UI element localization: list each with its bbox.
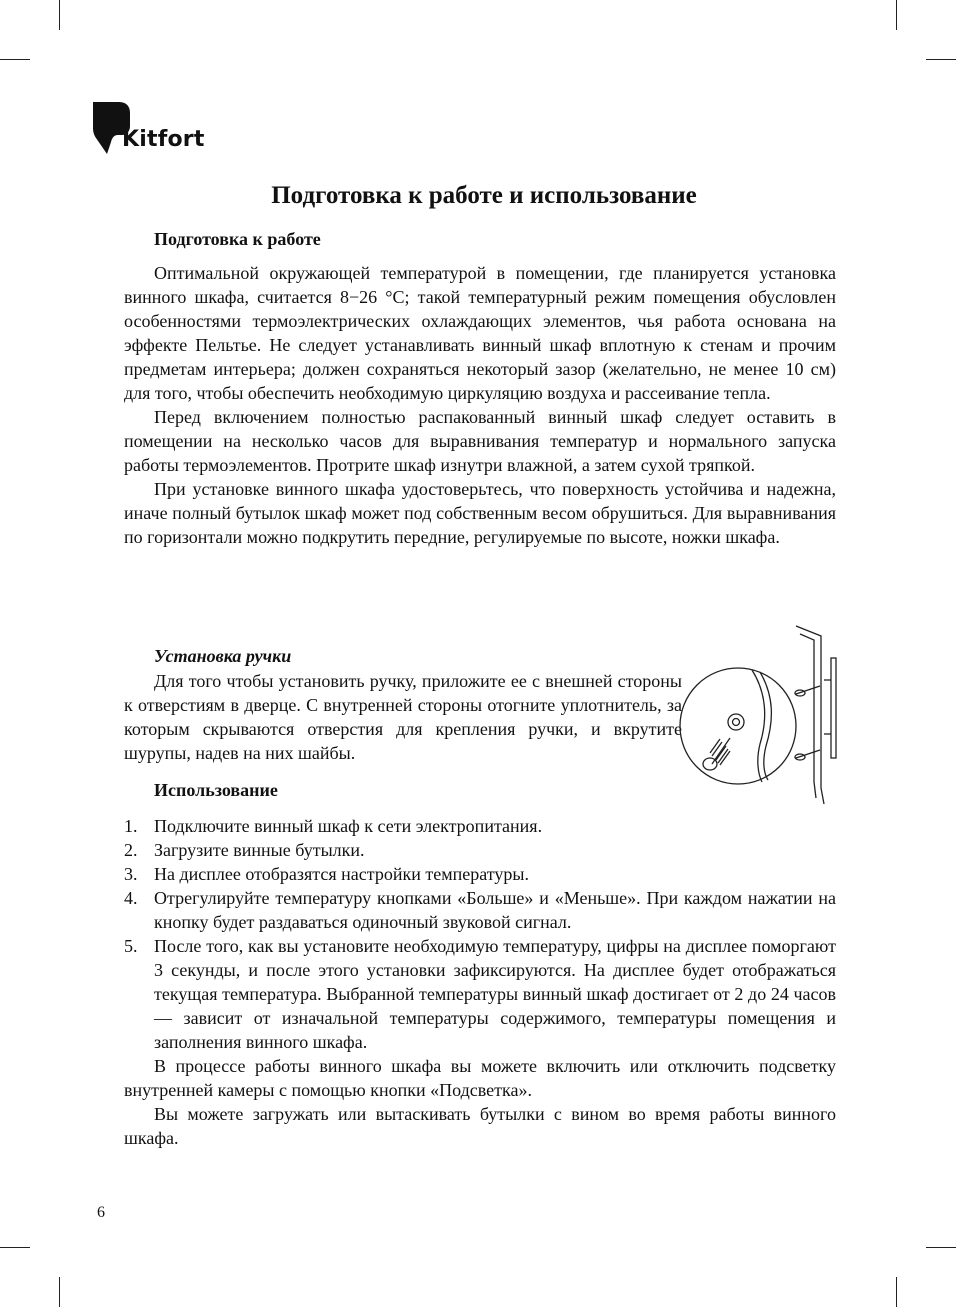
step-text: Подключите винный шкаф к сети электропитания. [154,816,543,836]
step-number: 2. [124,840,138,860]
paragraph: Оптимальной окружающей температурой в помещении, где планируется установка винного шкафа, считается 8−26 °С; такой температурный режим помещения обусловлен особенностями термоэлектрических охлаждающих элементов, чья работа основана на эффекте Пельтье. Не следует устанавливать винный шкаф вплотную к стенам и прочим предметам интерьера; должен сохраняться некоторый зазор (желательно, не менее 10 см) для того, чтобы обеспечить необходимую циркуляцию воздуха и рассеивание тепла. [124,263,836,403]
crop-mark [0,1247,30,1248]
list-item [124,838,836,862]
step-number: 3. [124,864,138,884]
page-number: 6 [97,1204,105,1221]
crop-mark [0,59,30,60]
page-title: Подготовка к работе и использование [271,182,697,209]
paragraph: Вы можете загружать или вытаскивать бутылки с вином во время работы винного шкафа. [124,1104,836,1148]
crop-mark [896,0,897,30]
paragraph: В процессе работы винного шкафа вы можете включить или отключить подсветку внутренней камеры с помощью кнопки «Подсветка». [124,1056,836,1100]
paragraph: Для того чтобы установить ручку, приложите ее с внешней стороны к отверстиям в дверце. С внутренней стороны отогните уплотнитель, за которым скрываются отверстия для крепления ручки, и вкрутите шурупы, надев на них шайбы. [124,671,682,763]
usage-heading: Использование [154,780,278,800]
step-text: Загрузите винные бутылки. [154,840,365,860]
crop-mark [59,0,60,30]
handle-text [124,669,682,765]
crop-mark [896,1277,897,1307]
brand-name: Kitfort [122,127,205,152]
preparation-text [124,261,836,549]
step-number: 5. [124,936,138,956]
crop-mark [926,59,956,60]
step-number: 1. [124,816,138,836]
crop-mark [926,1247,956,1248]
handle-heading: Установка ручки [154,646,292,666]
step-text: После того, как вы установите необходимую температуру, цифры на дисплее поморгают 3 секунды, и после этого установки зафиксируются. На дисплее будет отображаться текущая температура. Выбранной температуры винный шкаф достигает от 2 до 24 часов — зависит от изначальной температуры содержимого, температуры помещения и заполнения винного шкафа. [154,936,836,1052]
list-item [124,934,836,1054]
crop-mark [59,1277,60,1307]
step-number: 4. [124,888,138,908]
list-item [124,886,836,934]
preparation-heading: Подготовка к работе [154,229,321,249]
paragraph: Перед включением полностью распакованный винный шкаф следует оставить в помещении на несколько часов для выравнивания температур и нормального запуска работы термоэлементов. Протрите шкаф изнутри влажной, а затем сухой тряпкой. [124,407,836,475]
step-text: Отрегулируйте температуру кнопками «Больше» и «Меньше». При каждом нажатии на кнопку будет раздаваться одиночный звуковой сигнал. [154,888,836,932]
handle-installation-illustration [676,622,852,804]
usage-text [124,1054,836,1150]
list-item [124,862,836,886]
usage-steps-list [124,814,836,1054]
paragraph: При установке винного шкафа удостоверьтесь, что поверхность устойчива и надежна, иначе полный бутылок шкаф может под собственным весом обрушиться. Для выравнивания по горизонтали можно подкрутить передние, регулируемые по высоте, ножки шкафа. [124,479,836,547]
step-text: На дисплее отобразятся настройки температуры. [154,864,529,884]
list-item [124,814,836,838]
